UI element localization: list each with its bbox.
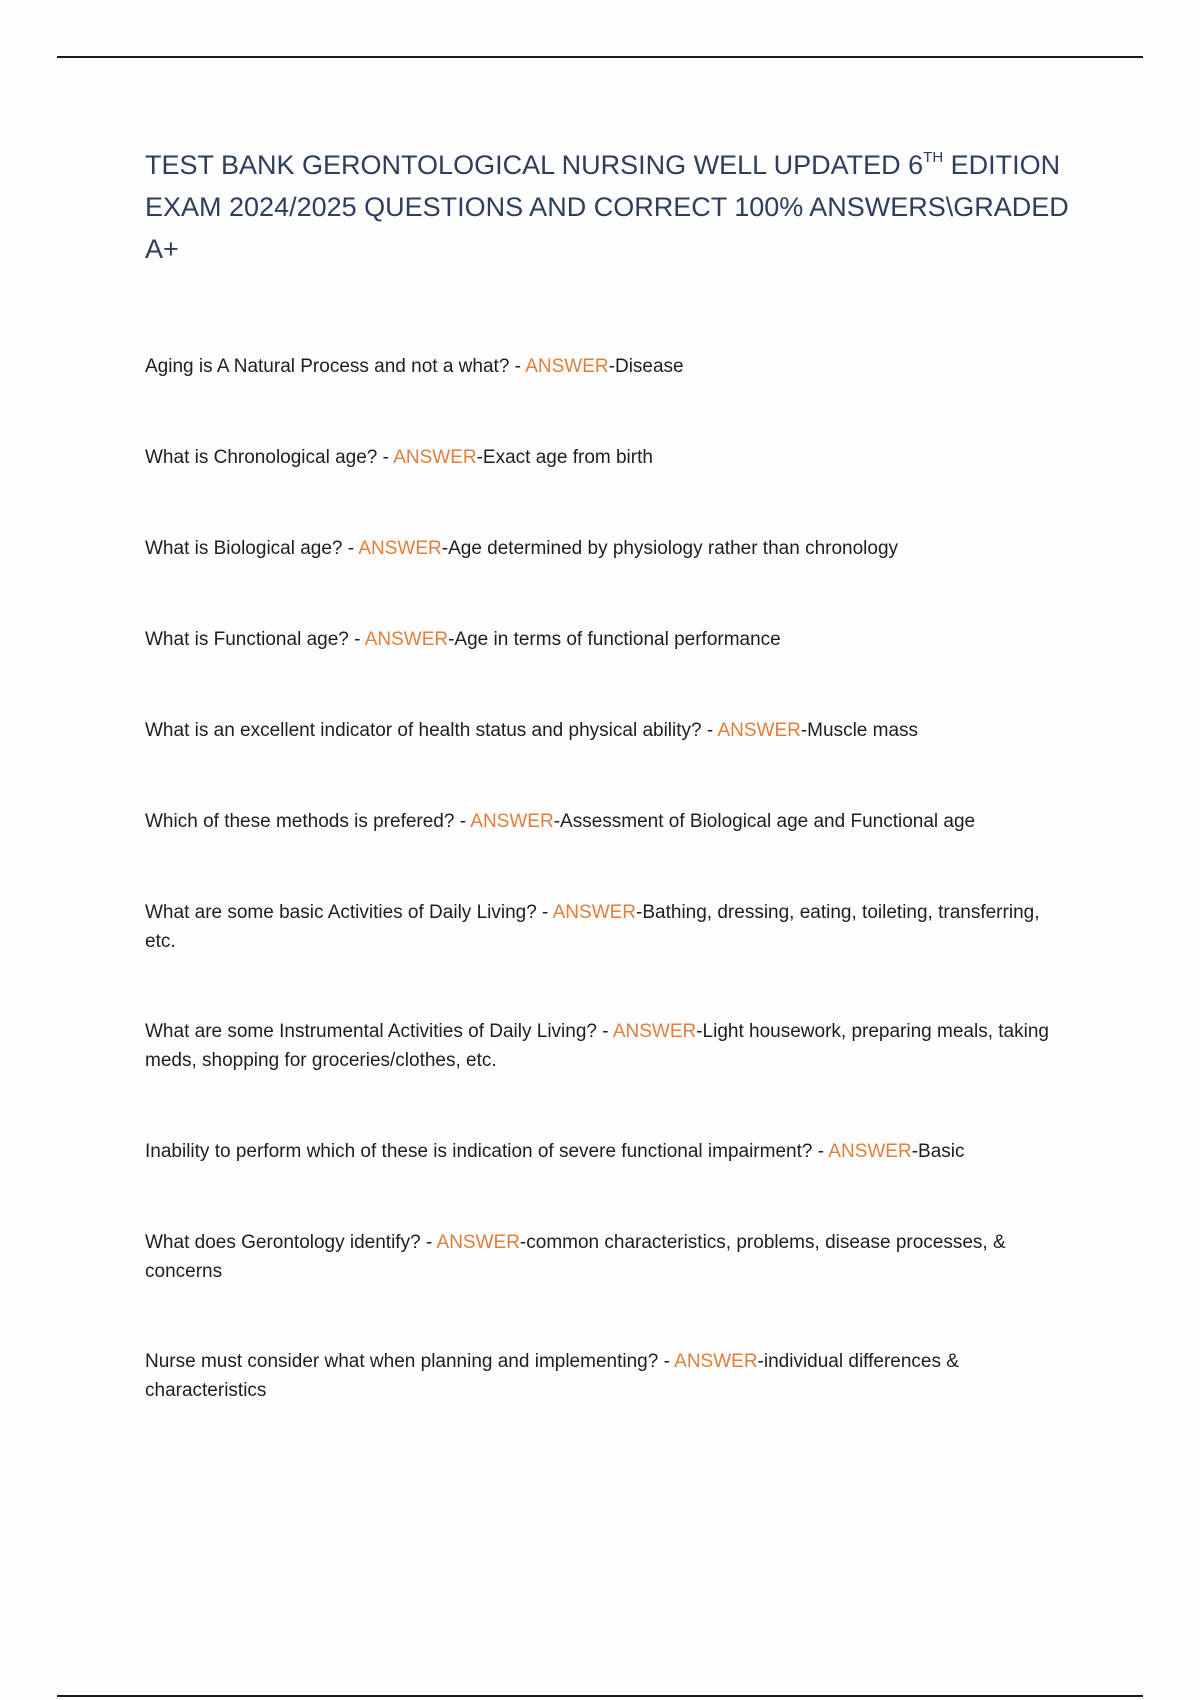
separator: - <box>701 720 718 741</box>
qa-item <box>145 534 1075 563</box>
question-text: What are some Instrumental Activities of Daily Living? <box>145 1021 597 1042</box>
title-superscript: TH <box>923 149 944 166</box>
question-text: What are some basic Activities of Daily Living? <box>145 902 537 923</box>
question-text: Inability to perform which of these is indication of severe functional impairment? <box>145 1141 813 1162</box>
title-text-part1: TEST BANK GERONTOLOGICAL NURSING WELL UPDATED 6 <box>145 150 924 180</box>
qa-item <box>145 352 1075 381</box>
answer-tag: ANSWER <box>436 1232 520 1253</box>
answer-tag: ANSWER <box>364 629 449 650</box>
question-text: What is Biological age? <box>145 538 343 559</box>
answer-tag: ANSWER <box>612 1021 697 1042</box>
answer-text: -Assessment of Biological age and Functional age <box>553 811 976 832</box>
question-text: Aging is A Natural Process and not a what? <box>145 356 510 377</box>
answer-tag: ANSWER <box>358 538 442 559</box>
qa-item <box>145 1228 1075 1286</box>
qa-item <box>145 1347 1075 1405</box>
question-text: Nurse must consider what when planning and implementing? <box>145 1351 659 1372</box>
separator: - <box>454 811 471 832</box>
qa-item <box>145 807 1075 836</box>
answer-text: -Age determined by physiology rather than chronology <box>441 538 899 559</box>
question-text: What is Functional age? <box>145 629 349 650</box>
answer-text: -individual differences & characteristics <box>145 1351 959 1401</box>
question-text: What is an excellent indicator of health status and physical ability? <box>145 720 702 741</box>
bottom-rule <box>57 1695 1143 1697</box>
question-text: What does Gerontology identify? <box>145 1232 421 1253</box>
answer-text: -common characteristics, problems, disease processes, & concerns <box>145 1232 1006 1282</box>
answer-text: -Basic <box>911 1141 965 1162</box>
question-text: Which of these methods is prefered? <box>145 811 455 832</box>
answer-text: -Bathing, dressing, eating, toileting, transferring, etc. <box>145 902 1040 952</box>
answer-text: -Age in terms of functional performance <box>448 629 781 650</box>
separator: - <box>596 1021 613 1042</box>
separator: - <box>377 447 394 468</box>
document-title <box>145 144 1105 270</box>
qa-item <box>145 1137 1075 1166</box>
answer-tag: ANSWER <box>393 447 477 468</box>
qa-item <box>145 625 1075 654</box>
answer-text: -Exact age from birth <box>476 447 653 468</box>
separator: - <box>536 902 553 923</box>
question-text: What is Chronological age? <box>145 447 378 468</box>
answer-text: -Muscle mass <box>800 720 919 741</box>
qa-item <box>145 716 1075 745</box>
answer-text: -Disease <box>608 356 684 377</box>
separator: - <box>342 538 359 559</box>
separator: - <box>348 629 365 650</box>
qa-item <box>145 443 1075 472</box>
separator: - <box>812 1141 829 1162</box>
answer-tag: ANSWER <box>552 902 637 923</box>
answer-tag: ANSWER <box>470 811 554 832</box>
top-rule <box>57 56 1143 58</box>
separator: - <box>509 356 526 377</box>
title-text-part2: EDITION EXAM 2024/2025 QUESTIONS AND CORRECT 100% ANSWERS\GRADED A+ <box>145 150 1069 264</box>
qa-item <box>145 1017 1075 1075</box>
answer-text: -Light housework, preparing meals, taking meds, shopping for groceries/clothes, etc. <box>145 1021 1049 1071</box>
answer-tag: ANSWER <box>674 1351 758 1372</box>
separator: - <box>658 1351 675 1372</box>
answer-tag: ANSWER <box>525 356 609 377</box>
qa-item <box>145 898 1075 956</box>
separator: - <box>420 1232 437 1253</box>
answer-tag: ANSWER <box>828 1141 912 1162</box>
answer-tag: ANSWER <box>717 720 801 741</box>
